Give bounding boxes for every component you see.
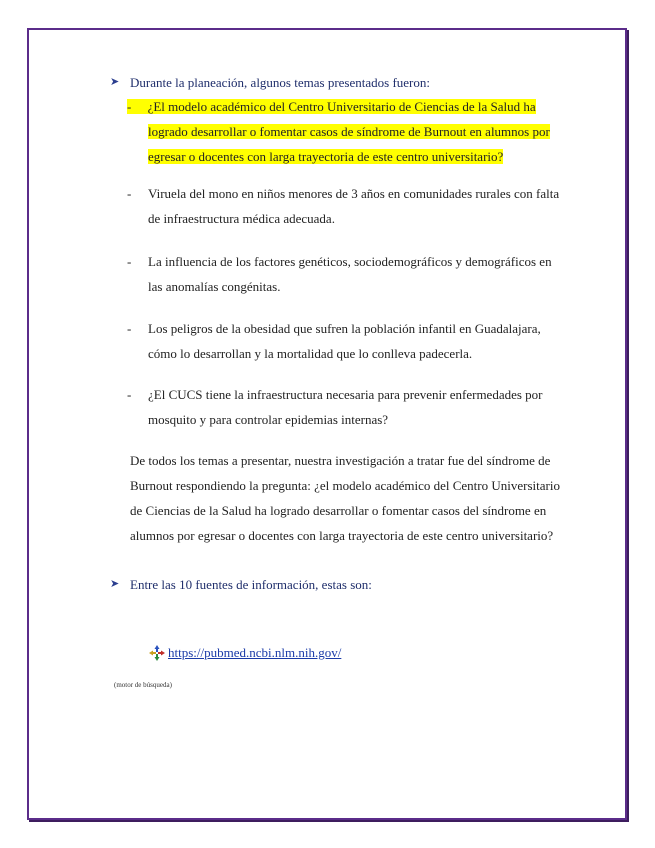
conclusion-line: Burnout respondiendo la pregunta: ¿el modelo académico del Centro Universitario xyxy=(130,478,560,493)
highlighted-dash xyxy=(127,99,148,114)
dash-marker: - xyxy=(127,387,132,402)
highlighted-text-line-3: egresar o docentes con larga trayectoria de este centro universitario? xyxy=(148,149,504,164)
four-arrows-icon xyxy=(148,644,166,662)
dash-marker: - xyxy=(127,321,132,336)
pubmed-link[interactable]: https://pubmed.ncbi.nlm.nih.gov/ xyxy=(168,645,342,660)
conclusion-line: de Ciencias de la Salud ha logrado desarrollar o fomentar casos del síndrome en xyxy=(130,503,547,518)
highlighted-topic xyxy=(127,94,567,169)
topic-item xyxy=(127,249,567,299)
topic-line-1: Viruela del mono en niños menores de 3 años en comunidades rurales con falta xyxy=(148,186,560,201)
topic-line-2: de infraestructura médica adecuada. xyxy=(148,211,335,226)
intro-bullet-text: Durante la planeación, algunos temas presentados fueron: xyxy=(130,75,430,90)
highlighted-line-3 xyxy=(127,144,567,169)
highlighted-text-line-2: logrado desarrollar o fomentar casos de síndrome de Burnout en alumnos por xyxy=(148,124,550,139)
highlighted-line-2 xyxy=(127,119,567,144)
conclusion-line: De todos los temas a presentar, nuestra investigación a tratar fue del síndrome de xyxy=(130,453,551,468)
highlighted-text-line-1: ¿El modelo académico del Centro Universitario de Ciencias de la Salud ha xyxy=(147,99,536,114)
sources-bullet-item xyxy=(110,572,372,597)
dash-marker: - xyxy=(127,186,132,201)
topic-item xyxy=(127,382,567,432)
source-note: (motor de búsqueda) xyxy=(114,681,172,689)
topic-line-1: Los peligros de la obesidad que sufren la población infantil en Guadalajara, xyxy=(148,321,541,336)
topic-line-2: las anomalías congénitas. xyxy=(148,279,281,294)
dash-marker: - xyxy=(127,254,132,269)
intro-bullet-item xyxy=(110,70,430,95)
topic-item xyxy=(127,316,567,366)
topic-item xyxy=(127,181,567,231)
conclusion-paragraph xyxy=(130,448,560,548)
arrow-bullet-icon: ➤ xyxy=(110,76,120,88)
highlighted-line-1 xyxy=(127,94,567,119)
sources-bullet-text: Entre las 10 fuentes de información, estas son: xyxy=(130,577,372,592)
topic-line-1: ¿El CUCS tiene la infraestructura necesaria para prevenir enfermedades por xyxy=(148,387,543,402)
conclusion-line: alumnos por egresar o docentes con larga trayectoria de este centro universitario? xyxy=(130,528,554,543)
topic-line-2: mosquito y para controlar epidemias internas? xyxy=(148,412,389,427)
source-link-row xyxy=(148,640,341,665)
dash-marker: - xyxy=(127,99,132,114)
arrow-bullet-icon: ➤ xyxy=(110,578,120,590)
topic-line-2: cómo lo desarrollan y la mortalidad que lo conlleva padecerla. xyxy=(148,346,473,361)
topic-line-1: La influencia de los factores genéticos, sociodemográficos y demográficos en xyxy=(148,254,552,269)
